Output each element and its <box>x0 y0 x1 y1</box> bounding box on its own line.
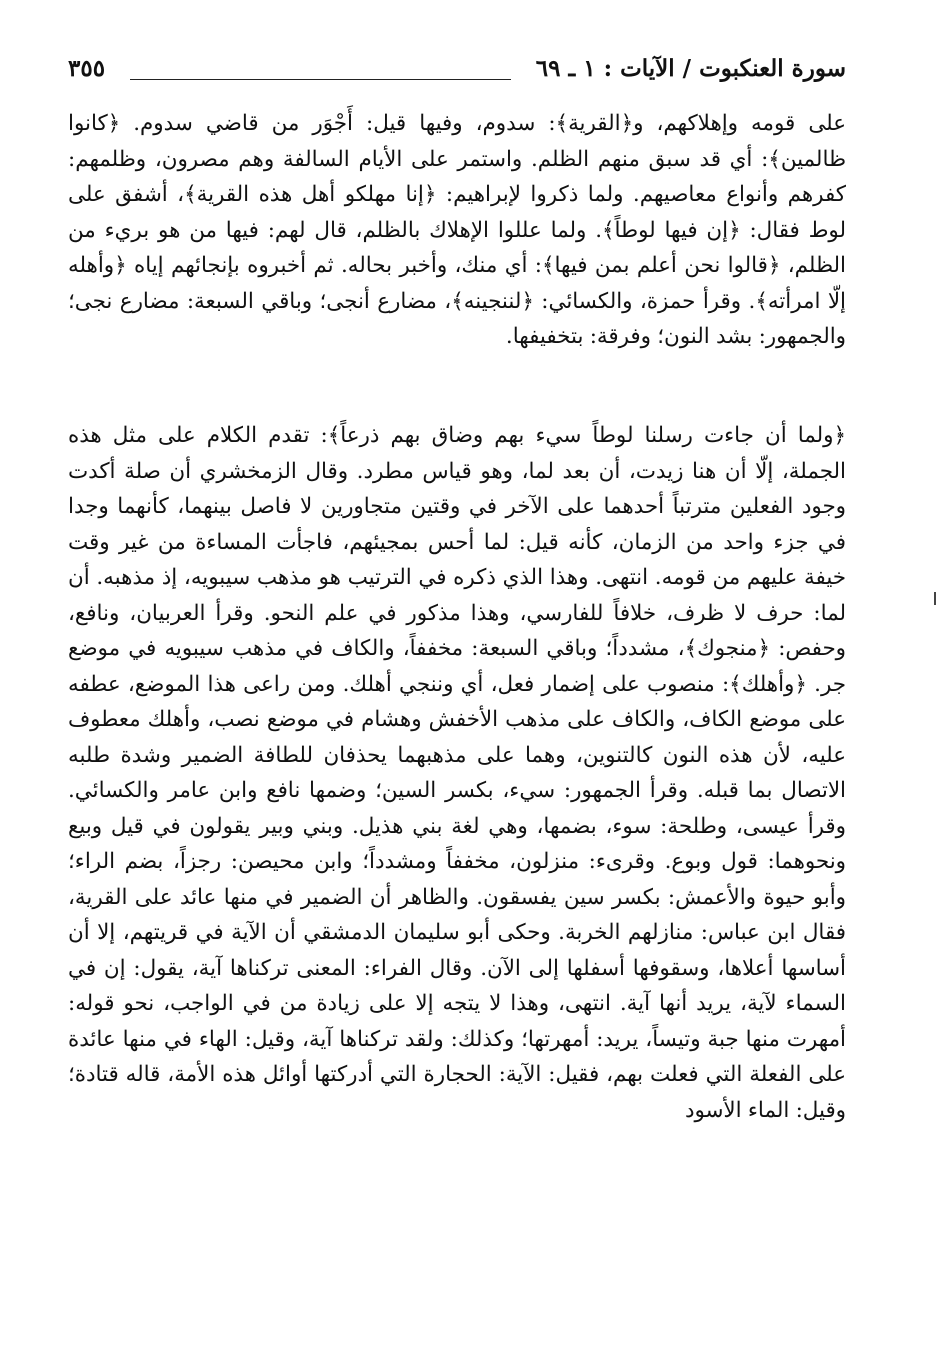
paragraph-1-text: على قومه وإهلاكهم، و﴿القرية﴾: سدوم، وفيها قيل: أَجْوَر من قاضي سدوم. ﴿كانوا ظالمين﴾: أي قد سبق منهم الظلم. واستمر على الأيام السالفة وهم مصرون، وظلمهم: كفرهم وأنواع معاصيهم. ولما ذكروا لإبراهيم: ﴿إنا مهلكو أهل هذه القرية﴾، أشفق على لوط فقال: ﴿إن فيها لوطاً﴾. ولما عللوا الإهلاك بالظلم، قال لهم: فيها من هو بريء من الظلم، ﴿قالوا نحن أعلم بمن فيها﴾: أي منك، وأخبر بحاله. ثم أخبروه بإنجائهم إياه ﴿وأهله إلّا امرأته﴾. وقرأ حمزة، والكسائي: ﴿لننجينه﴾، مضارع أنجى؛ وباقي السبعة: مضارع نجى؛ والجمهور: بشد النون؛ وفرقة: بتخفيفها. <box>68 111 846 349</box>
page-number: ٣٥٥ <box>68 55 106 82</box>
paragraph-2-text: ﴿ولما أن جاءت رسلنا لوطاً سيء بهم وضاق بهم ذرعاً﴾: تقدم الكلام على مثل هذه الجملة، إلّا أن هنا زيدت، أن بعد لما، وهو قياس مطرد. وقال الزمخشري أن صلة أكدت وجود الفعلين مترتباً أحدهما على الآخر في وقتين متجاورين لا فاصل بينهما، كأنهما وجدا في جزء واحد من الزمان، كأنه قيل: لما أحس بمجيئهم، فاجأت المساءة من غير وقت خيفة عليهم من قومه. انتهى. وهذا الذي ذكره في الترتيب هو مذهب سيبويه، إذ مذهبه. أن لما: حرف لا ظرف، خلافاً للفارسي، وهذا مذكور في علم النحو. وقرأ العربيان، ونافع، وحفص: ﴿منجوك﴾، مشدداً؛ وباقي السبعة: مخففاً، والكاف في مذهب سيبويه في موضع جر. ﴿وأهلك﴾: منصوب على إضمار فعل، أي وننجي أهلك. ومن راعى هذا الموضع، عطفه على موضع الكاف، والكاف على مذهب الأخفش وهشام في موضع نصب، وأهلك معطوف عليه، لأن هذه النون كالتنوين، وهما على مذهبهما يحذفان للطافة الضمير وشدة طلبه الاتصال بما قبله. وقرأ الجمهور: سيء، بكسر السين؛ وضمها نافع وابن عامر والكسائي. وقرأ عيسى، وطلحة: سوء، بضمها، وهي لغة بني هذيل. وبني وبير يقولون في قيل وبيع ونحوهما: قول وبوع. وقرىء: منزلون، مخففاً ومشدداً؛ وابن محيصن: رجزاً، بضم الراء؛ وأبو حيوة والأعمش: بكسر سين يفسقون. والظاهر أن الضمير في منها عائد على القرية، فقال ابن عباس: منازلهم الخربة. وحكى أبو سليمان الدمشقي أن الآية في قريتهم، إلا أن أساسها أعلاها، وسقوفها أسفلها إلى الآن. وقال الفراء: المعنى تركناها آية، يقول: إن في السماء لآية، يريد أنها آية. انتهى، وهذا لا يتجه إلا على زيادة من في الواجب، نحو قوله: أمهرت منها جبة وتيساً، يريد: أمهرتها؛ وكذلك: ولقد تركناها آية، وقيل: الهاء في منها عائدة على الفعلة التي فعلت بهم، فقيل: الآية: الحجارة التي أدركتها أوائل هذه الأمة، قاله قتادة؛ وقيل: الماء الأسود <box>68 423 846 1123</box>
paragraph-1 <box>68 106 846 355</box>
paragraph-2 <box>68 418 846 1128</box>
margin-mark <box>934 592 936 605</box>
page-header <box>68 52 846 86</box>
running-title: سورة العنكبوت / الآيات : ١ ـ ٦٩ <box>535 55 846 82</box>
header-rule <box>130 79 511 80</box>
